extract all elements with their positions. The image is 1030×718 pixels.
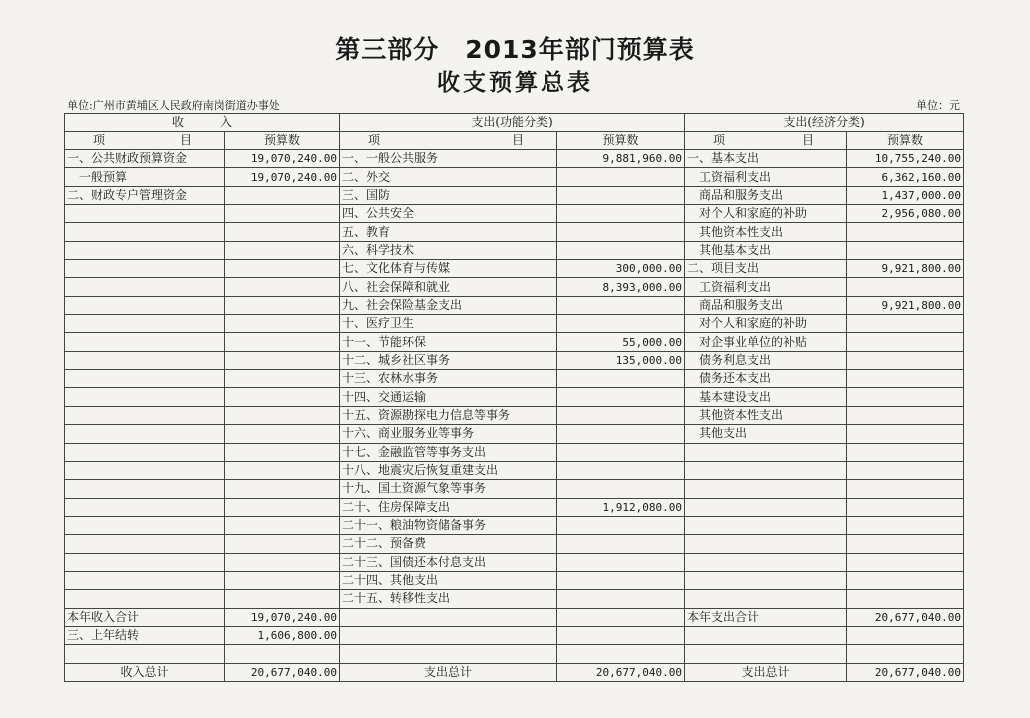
income-amount-cell: [225, 590, 340, 608]
func-amount-cell: [557, 406, 685, 424]
econ-item-cell: 对个人和家庭的补助: [685, 315, 847, 333]
table-row: [65, 205, 964, 223]
income-item-cell: [65, 443, 225, 461]
econ-amount-cell: [847, 278, 964, 296]
income-item-header: 项 目: [65, 132, 225, 150]
income-amount-cell: 19,070,240.00: [225, 608, 340, 626]
func-item-cell: 六、科学技术: [340, 241, 557, 259]
income-item-cell: [65, 553, 225, 571]
table-row: [65, 406, 964, 424]
econ-item-cell: [685, 516, 847, 534]
econ-item-cell: [685, 480, 847, 498]
table-row: [65, 388, 964, 406]
func-amount-cell: [557, 608, 685, 626]
econ-item-cell: 对企事业单位的补贴: [685, 333, 847, 351]
income-amount-cell: [225, 425, 340, 443]
func-group-header: 支出(功能分类): [340, 114, 685, 132]
income-item-cell: [65, 535, 225, 553]
table-row: [65, 608, 964, 626]
econ-item-cell: [685, 553, 847, 571]
income-total-label: 收入总计: [65, 664, 225, 682]
table-row: [65, 370, 964, 388]
income-amount-cell: 1,606,800.00: [225, 626, 340, 644]
func-item-cell: 四、公共安全: [340, 205, 557, 223]
income-item-cell: [65, 351, 225, 369]
econ-item-cell: [685, 535, 847, 553]
econ-amount-cell: [847, 516, 964, 534]
grand-total-row: [65, 664, 964, 682]
econ-amount-cell: [847, 388, 964, 406]
func-item-cell: 十五、资源勘探电力信息等事务: [340, 406, 557, 424]
econ-item-cell: 债务利息支出: [685, 351, 847, 369]
econ-item-cell: 其他资本性支出: [685, 223, 847, 241]
income-amount-cell: [225, 296, 340, 314]
func-item-cell: 一、一般公共服务: [340, 150, 557, 168]
econ-amount-cell: [847, 571, 964, 589]
econ-item-cell: 基本建设支出: [685, 388, 847, 406]
func-item-cell: 十七、金融监管等事务支出: [340, 443, 557, 461]
income-item-cell: [65, 241, 225, 259]
func-amount-cell: [557, 296, 685, 314]
budget-summary-table: [64, 113, 964, 682]
econ-item-cell: 工资福利支出: [685, 278, 847, 296]
income-amount-header: 预算数: [225, 132, 340, 150]
func-item-cell: 五、教育: [340, 223, 557, 241]
unit-currency: 单位：元: [916, 99, 960, 112]
func-amount-header: 预算数: [557, 132, 685, 150]
func-item-cell: 十四、交通运输: [340, 388, 557, 406]
econ-amount-cell: 1,437,000.00: [847, 186, 964, 204]
func-amount-cell: [557, 553, 685, 571]
econ-amount-cell: [847, 443, 964, 461]
income-item-cell: [65, 223, 225, 241]
econ-amount-cell: 6,362,160.00: [847, 168, 964, 186]
econ-amount-cell: [847, 535, 964, 553]
econ-item-cell: 工资福利支出: [685, 168, 847, 186]
income-amount-cell: [225, 278, 340, 296]
income-amount-cell: [225, 241, 340, 259]
func-amount-cell: [557, 388, 685, 406]
income-amount-cell: [225, 645, 340, 664]
income-item-cell: [65, 480, 225, 498]
econ-amount-cell: [847, 333, 964, 351]
func-amount-cell: [557, 535, 685, 553]
func-amount-cell: [557, 461, 685, 479]
econ-amount-cell: [847, 241, 964, 259]
econ-amount-header: 预算数: [847, 132, 964, 150]
econ-item-cell: [685, 498, 847, 516]
income-amount-cell: [225, 406, 340, 424]
func-item-cell: 八、社会保障和就业: [340, 278, 557, 296]
func-amount-cell: 300,000.00: [557, 260, 685, 278]
econ-amount-cell: [847, 406, 964, 424]
income-item-cell: [65, 388, 225, 406]
column-header-row: [65, 132, 964, 150]
table-row: [65, 186, 964, 204]
table-row: [65, 296, 964, 314]
func-amount-cell: [557, 590, 685, 608]
func-item-cell: 二十四、其他支出: [340, 571, 557, 589]
econ-amount-cell: [847, 626, 964, 644]
income-item-cell: 一般预算: [65, 168, 225, 186]
econ-amount-cell: [847, 553, 964, 571]
econ-amount-cell: 2,956,080.00: [847, 205, 964, 223]
table-row: [65, 535, 964, 553]
func-item-cell: 二十三、国债还本付息支出: [340, 553, 557, 571]
table-row: [65, 443, 964, 461]
income-amount-cell: [225, 351, 340, 369]
func-item-cell: 九、社会保险基金支出: [340, 296, 557, 314]
func-item-cell: 十二、城乡社区事务: [340, 351, 557, 369]
func-amount-cell: [557, 571, 685, 589]
func-total-label: 支出总计: [340, 664, 557, 682]
func-item-cell: [340, 608, 557, 626]
econ-amount-cell: 20,677,040.00: [847, 608, 964, 626]
table-row: [65, 333, 964, 351]
econ-item-cell: 一、基本支出: [685, 150, 847, 168]
econ-amount-cell: [847, 645, 964, 664]
func-item-cell: 十三、农林水事务: [340, 370, 557, 388]
table-row: [65, 260, 964, 278]
econ-item-cell: 债务还本支出: [685, 370, 847, 388]
income-item-cell: [65, 278, 225, 296]
unit-organization: 单位:广州市黄埔区人民政府南岗街道办事处: [67, 99, 280, 112]
func-item-cell: 二十二、预备费: [340, 535, 557, 553]
income-item-cell: 三、上年结转: [65, 626, 225, 644]
econ-total-label: 支出总计: [685, 664, 847, 682]
func-amount-cell: [557, 315, 685, 333]
table-row: [65, 626, 964, 644]
table-row: [65, 645, 964, 664]
func-amount-cell: [557, 370, 685, 388]
func-item-cell: 十六、商业服务业等事务: [340, 425, 557, 443]
table-row: [65, 461, 964, 479]
table-row: [65, 168, 964, 186]
income-amount-cell: [225, 223, 340, 241]
func-amount-cell: 1,912,080.00: [557, 498, 685, 516]
func-item-cell: [340, 645, 557, 664]
func-item-cell: 二十五、转移性支出: [340, 590, 557, 608]
econ-amount-cell: [847, 223, 964, 241]
func-total-value: 20,677,040.00: [557, 664, 685, 682]
income-amount-cell: [225, 260, 340, 278]
table-row: [65, 590, 964, 608]
econ-amount-cell: 9,921,800.00: [847, 260, 964, 278]
income-total-value: 20,677,040.00: [225, 664, 340, 682]
econ-item-cell: [685, 645, 847, 664]
econ-amount-cell: 9,921,800.00: [847, 296, 964, 314]
budget-table-body: [65, 150, 964, 664]
income-item-cell: [65, 296, 225, 314]
func-amount-cell: [557, 645, 685, 664]
func-item-cell: 十、医疗卫生: [340, 315, 557, 333]
table-row: [65, 425, 964, 443]
income-item-cell: [65, 425, 225, 443]
income-item-cell: [65, 205, 225, 223]
table-row: [65, 351, 964, 369]
func-item-cell: 七、文化体育与传媒: [340, 260, 557, 278]
income-item-cell: 一、公共财政预算资金: [65, 150, 225, 168]
econ-item-cell: [685, 626, 847, 644]
econ-amount-cell: [847, 590, 964, 608]
income-item-cell: [65, 461, 225, 479]
table-row: [65, 241, 964, 259]
income-item-cell: [65, 516, 225, 534]
income-amount-cell: [225, 553, 340, 571]
econ-amount-cell: [847, 480, 964, 498]
econ-item-cell: [685, 571, 847, 589]
income-amount-cell: [225, 205, 340, 223]
income-item-cell: [65, 498, 225, 516]
income-amount-cell: [225, 186, 340, 204]
func-item-cell: 二十一、粮油物资储备事务: [340, 516, 557, 534]
income-item-cell: [65, 315, 225, 333]
econ-total-value: 20,677,040.00: [847, 664, 964, 682]
econ-amount-cell: [847, 351, 964, 369]
income-item-cell: [65, 571, 225, 589]
document-title: 第三部分 2013年部门预算表: [335, 35, 695, 64]
func-amount-cell: [557, 626, 685, 644]
econ-amount-cell: [847, 461, 964, 479]
func-item-cell: 二、外交: [340, 168, 557, 186]
income-amount-cell: [225, 480, 340, 498]
econ-item-cell: 其他基本支出: [685, 241, 847, 259]
func-amount-cell: [557, 168, 685, 186]
income-item-cell: [65, 333, 225, 351]
func-amount-cell: [557, 241, 685, 259]
income-amount-cell: [225, 388, 340, 406]
econ-item-cell: 本年支出合计: [685, 608, 847, 626]
func-amount-cell: [557, 223, 685, 241]
table-row: [65, 223, 964, 241]
econ-item-cell: 商品和服务支出: [685, 186, 847, 204]
func-amount-cell: 135,000.00: [557, 351, 685, 369]
func-amount-cell: [557, 480, 685, 498]
func-amount-cell: 55,000.00: [557, 333, 685, 351]
income-amount-cell: [225, 333, 340, 351]
func-amount-cell: 8,393,000.00: [557, 278, 685, 296]
econ-item-cell: 其他支出: [685, 425, 847, 443]
table-row: [65, 571, 964, 589]
econ-amount-cell: [847, 425, 964, 443]
func-item-header: 项 目: [340, 132, 557, 150]
table-row: [65, 150, 964, 168]
econ-amount-cell: 10,755,240.00: [847, 150, 964, 168]
table-row: [65, 553, 964, 571]
income-amount-cell: 19,070,240.00: [225, 168, 340, 186]
econ-group-header: 支出(经济分类): [685, 114, 964, 132]
table-row: [65, 278, 964, 296]
document-subtitle: 收支预算总表: [437, 70, 593, 96]
income-item-cell: [65, 406, 225, 424]
func-item-cell: 十八、地震灾后恢复重建支出: [340, 461, 557, 479]
income-amount-cell: [225, 516, 340, 534]
func-amount-cell: [557, 205, 685, 223]
func-item-cell: 二十、住房保障支出: [340, 498, 557, 516]
income-amount-cell: 19,070,240.00: [225, 150, 340, 168]
econ-amount-cell: [847, 315, 964, 333]
income-item-cell: 二、财政专户管理资金: [65, 186, 225, 204]
income-amount-cell: [225, 498, 340, 516]
func-item-cell: 十一、节能环保: [340, 333, 557, 351]
income-amount-cell: [225, 315, 340, 333]
income-item-cell: 本年收入合计: [65, 608, 225, 626]
func-amount-cell: 9,881,960.00: [557, 150, 685, 168]
econ-item-header: 项 目: [685, 132, 847, 150]
income-amount-cell: [225, 461, 340, 479]
func-item-cell: [340, 626, 557, 644]
income-item-cell: [65, 370, 225, 388]
table-row: [65, 315, 964, 333]
income-item-cell: [65, 590, 225, 608]
econ-item-cell: [685, 461, 847, 479]
table-row: [65, 516, 964, 534]
econ-amount-cell: [847, 370, 964, 388]
econ-item-cell: 对个人和家庭的补助: [685, 205, 847, 223]
econ-item-cell: 商品和服务支出: [685, 296, 847, 314]
income-item-cell: [65, 260, 225, 278]
func-item-cell: 三、国防: [340, 186, 557, 204]
table-row: [65, 498, 964, 516]
func-item-cell: 十九、国土资源气象等事务: [340, 480, 557, 498]
econ-item-cell: [685, 443, 847, 461]
income-item-cell: [65, 645, 225, 664]
func-amount-cell: [557, 186, 685, 204]
group-header-row: [65, 114, 964, 132]
econ-item-cell: 二、项目支出: [685, 260, 847, 278]
econ-item-cell: 其他资本性支出: [685, 406, 847, 424]
income-amount-cell: [225, 571, 340, 589]
table-row: [65, 480, 964, 498]
income-amount-cell: [225, 535, 340, 553]
func-amount-cell: [557, 425, 685, 443]
econ-amount-cell: [847, 498, 964, 516]
income-group-header: 收 入: [65, 114, 340, 132]
func-amount-cell: [557, 443, 685, 461]
income-amount-cell: [225, 443, 340, 461]
income-amount-cell: [225, 370, 340, 388]
func-amount-cell: [557, 516, 685, 534]
econ-item-cell: [685, 590, 847, 608]
